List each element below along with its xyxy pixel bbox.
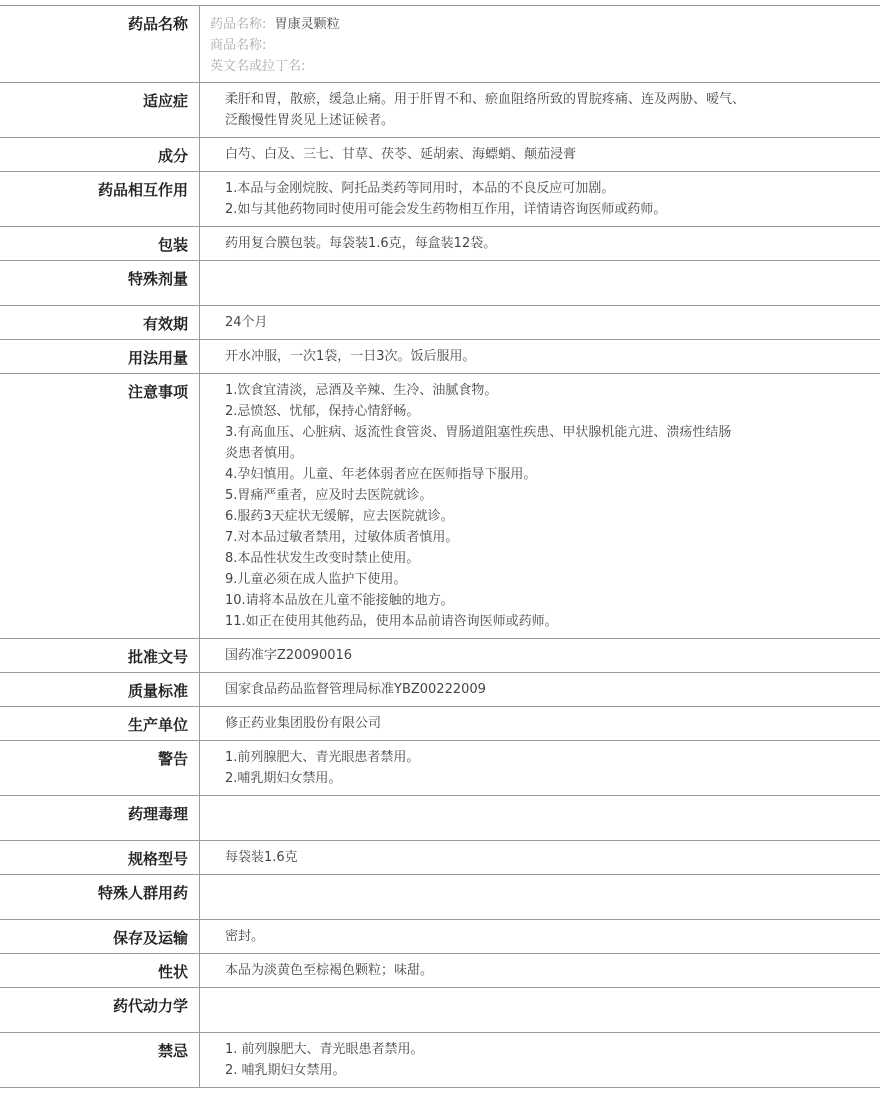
- value-line: 2.哺乳期妇女禁用。: [225, 771, 342, 786]
- drug-name-label: 药品名称:: [210, 17, 267, 32]
- value-line: 7.对本品过敏者禁用，过敏体质者慎用。: [225, 530, 459, 545]
- value-line: 24个月: [225, 315, 268, 330]
- row-drug-name: [0, 6, 880, 83]
- rows-container: [0, 83, 880, 1088]
- row-label: 性状: [0, 954, 200, 987]
- table-row: [0, 83, 880, 138]
- row-value: [200, 172, 880, 226]
- row-label: 药品名称: [0, 6, 200, 82]
- row-label: 包装: [0, 227, 200, 260]
- row-label: 有效期: [0, 306, 200, 339]
- row-value: [200, 741, 880, 795]
- drug-info-table: [0, 5, 880, 1088]
- value-line: 1. 前列腺肥大、青光眼患者禁用。: [225, 1042, 424, 1057]
- value-line: 2.如与其他药物同时使用可能会发生药物相互作用，详情请咨询医师或药师。: [225, 202, 667, 217]
- value-line: 4.孕妇慎用。儿童、年老体弱者应在医师指导下服用。: [225, 467, 537, 482]
- row-value: [200, 673, 880, 706]
- value-line: 2.忌愤怒、忧郁，保持心情舒畅。: [225, 404, 420, 419]
- row-label: 药代动力学: [0, 988, 200, 1032]
- value-line: 5.胃痛严重者，应及时去医院就诊。: [225, 488, 433, 503]
- value-line: 6.服药3天症状无缓解，应去医院就诊。: [225, 509, 454, 524]
- row-label: 特殊剂量: [0, 261, 200, 305]
- row-value: [200, 261, 880, 305]
- row-value: [200, 875, 880, 919]
- row-value: [200, 954, 880, 987]
- value-line: 白芍、白及、三七、甘草、茯苓、延胡索、海螵蛸、颠茄浸膏: [225, 147, 577, 162]
- value-line: 开水冲服，一次1袋，一日3次。饭后服用。: [225, 349, 476, 364]
- value-line: 11.如正在使用其他药品，使用本品前请咨询医师或药师。: [225, 614, 558, 629]
- row-label: 特殊人群用药: [0, 875, 200, 919]
- trade-name-label: 商品名称:: [210, 38, 267, 53]
- table-row: [0, 639, 880, 673]
- table-row: [0, 1033, 880, 1088]
- table-row: [0, 796, 880, 841]
- value-line: 10.请将本品放在儿童不能接触的地方。: [225, 593, 454, 608]
- row-label: 规格型号: [0, 841, 200, 874]
- value-line: 柔肝和胃，散瘀，缓急止痛。用于肝胃不和、瘀血阻络所致的胃脘疼痛、连及两胁、嗳气、: [225, 92, 746, 107]
- row-label: 质量标准: [0, 673, 200, 706]
- drug-name-value: 胃康灵颗粒: [274, 17, 340, 32]
- name-values: [200, 6, 880, 82]
- row-value: [200, 1033, 880, 1087]
- value-line: 炎患者慎用。: [225, 446, 304, 461]
- table-row: [0, 841, 880, 875]
- row-label: 警告: [0, 741, 200, 795]
- row-label: 药品相互作用: [0, 172, 200, 226]
- row-value: [200, 920, 880, 953]
- row-value: [200, 639, 880, 672]
- table-row: [0, 875, 880, 920]
- table-row: [0, 306, 880, 340]
- row-value: [200, 796, 880, 840]
- value-line: 9.儿童必须在成人监护下使用。: [225, 572, 407, 587]
- value-line: 8.本品性状发生改变时禁止使用。: [225, 551, 420, 566]
- value-line: 修正药业集团股份有限公司: [225, 716, 382, 731]
- row-label: 用法用量: [0, 340, 200, 373]
- table-row: [0, 138, 880, 172]
- row-label: 禁忌: [0, 1033, 200, 1087]
- table-row: [0, 227, 880, 261]
- row-value: [200, 83, 880, 137]
- row-label: 保存及运输: [0, 920, 200, 953]
- table-row: [0, 261, 880, 306]
- value-line: 2. 哺乳期妇女禁用。: [225, 1063, 346, 1078]
- row-value: [200, 138, 880, 171]
- row-value: [200, 988, 880, 1032]
- value-line: 1.前列腺肥大、青光眼患者禁用。: [225, 750, 420, 765]
- table-row: [0, 920, 880, 954]
- value-line: 药用复合膜包装。每袋装1.6克，每盒装12袋。: [225, 236, 497, 251]
- table-row: [0, 673, 880, 707]
- english-name-label: 英文名或拉丁名:: [210, 59, 306, 74]
- value-line: 1.饮食宜清淡，忌酒及辛辣、生冷、油腻食物。: [225, 383, 498, 398]
- row-label: 成分: [0, 138, 200, 171]
- row-label: 批准文号: [0, 639, 200, 672]
- table-row: [0, 707, 880, 741]
- table-row: [0, 954, 880, 988]
- drug-name-line: [210, 14, 880, 35]
- row-value: [200, 227, 880, 260]
- row-value: [200, 841, 880, 874]
- value-line: 本品为淡黄色至棕褐色颗粒；味甜。: [225, 963, 434, 978]
- table-row: [0, 374, 880, 639]
- row-label: 药理毒理: [0, 796, 200, 840]
- row-label: 适应症: [0, 83, 200, 137]
- row-value: [200, 707, 880, 740]
- table-row: [0, 741, 880, 796]
- value-line: 1.本品与金刚烷胺、阿托品类药等同用时，本品的不良反应可加剧。: [225, 181, 615, 196]
- value-line: 每袋装1.6克: [225, 850, 298, 865]
- value-line: 泛酸慢性胃炎见上述证候者。: [225, 113, 395, 128]
- row-value: [200, 374, 880, 638]
- row-value: [200, 340, 880, 373]
- row-value: [200, 306, 880, 339]
- value-line: 国药准字Z20090016: [225, 648, 353, 663]
- table-row: [0, 340, 880, 374]
- table-row: [0, 172, 880, 227]
- row-label: 注意事项: [0, 374, 200, 638]
- value-line: 3.有高血压、心脏病、返流性食管炎、胃肠道阻塞性疾患、甲状腺机能亢进、溃疡性结肠: [225, 425, 732, 440]
- table-row: [0, 988, 880, 1033]
- row-label: 生产单位: [0, 707, 200, 740]
- value-line: 国家食品药品监督管理局标准YBZ00222009: [225, 682, 486, 697]
- value-line: 密封。: [225, 929, 265, 944]
